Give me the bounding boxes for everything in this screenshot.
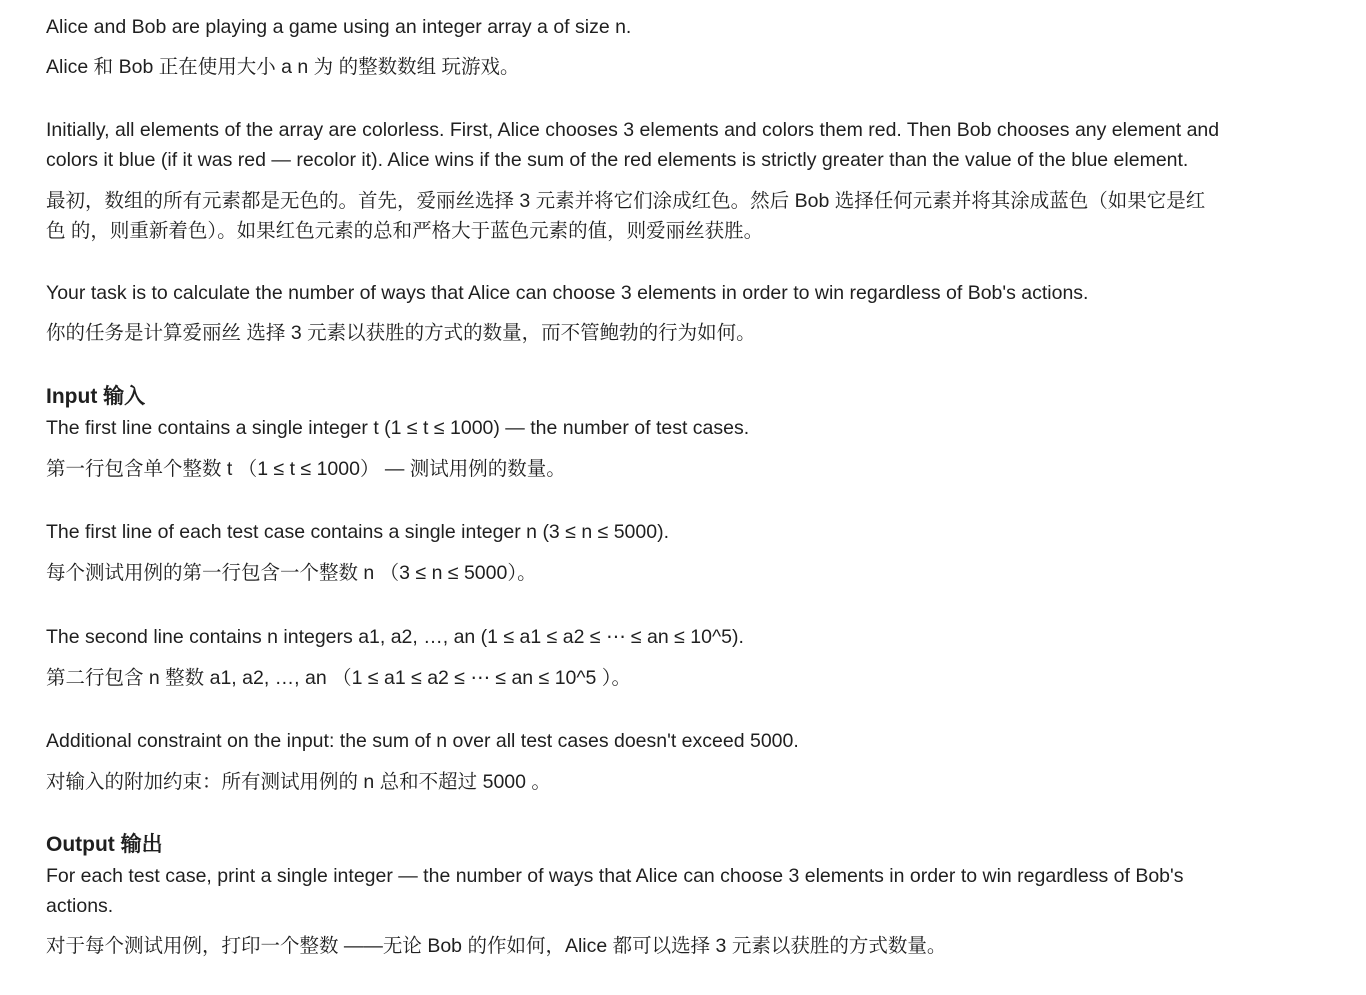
intro-en: Alice and Bob are playing a game using an integer array a of size n.	[46, 16, 632, 38]
task-zh: 你的任务是计算爱丽丝 选择 3 元素以获胜的方式的数量，而不管鲍勃的行为如何。	[46, 322, 756, 344]
rules-en-2: colors it blue (if it was red — recolor it). Alice wins if the sum of the red elements is strictly greater than the value of the blue element.	[46, 149, 1189, 171]
input-t-zh: 第一行包含单个整数 t （1 ≤ t ≤ 1000） — 测试用例的数量。	[46, 458, 566, 480]
rules-zh-2: 色 的，则重新着色）。如果红色元素的总和严格大于蓝色元素的值，则爱丽丝获胜。	[46, 220, 764, 242]
output-heading: Output 输出	[46, 833, 163, 856]
input-a-zh: 第二行包含 n 整数 a1, a2, …, an （1 ≤ a1 ≤ a2 ≤ ⋯ ≤ an ≤ 10^5 ）。	[46, 667, 632, 689]
input-n-en: The first line of each test case contains a single integer n (3 ≤ n ≤ 5000).	[46, 521, 669, 543]
input-n-zh: 每个测试用例的第一行包含一个整数 n （3 ≤ n ≤ 5000）。	[46, 562, 537, 584]
intro-zh: Alice 和 Bob 正在使用大小 a n 为 的整数数组 玩游戏。	[46, 56, 520, 78]
rules-en-1: Initially, all elements of the array are colorless. First, Alice chooses 3 elements and colors them red. Then Bob chooses any element and	[46, 119, 1220, 141]
rules-zh-1: 最初，数组的所有元素都是无色的。首先，爱丽丝选择 3 元素并将它们涂成红色。然后 Bob 选择任何元素并将其涂成蓝色（如果它是红	[46, 190, 1206, 212]
input-a-en: The second line contains n integers a1, a2, …, an (1 ≤ a1 ≤ a2 ≤ ⋯ ≤ an ≤ 10^5).	[46, 626, 744, 648]
output-zh: 对于每个测试用例，打印一个整数 ——无论 Bob 的作如何，Alice 都可以选择 3 元素以获胜的方式数量。	[46, 935, 947, 957]
input-sum-en: Additional constraint on the input: the sum of n over all test cases doesn't exceed 5000.	[46, 730, 799, 752]
input-sum-zh: 对输入的附加约束：所有测试用例的 n 总和不超过 5000 。	[46, 771, 551, 793]
task-en: Your task is to calculate the number of ways that Alice can choose 3 elements in order to win regardless of Bob's actions.	[46, 282, 1089, 304]
output-en-1: For each test case, print a single integer — the number of ways that Alice can choose 3 elements in order to win regardless of Bob's	[46, 865, 1184, 887]
output-en-2: actions.	[46, 895, 114, 917]
input-t-en: The first line contains a single integer t (1 ≤ t ≤ 1000) — the number of test cases.	[46, 417, 750, 439]
input-heading: Input 输入	[46, 385, 146, 408]
